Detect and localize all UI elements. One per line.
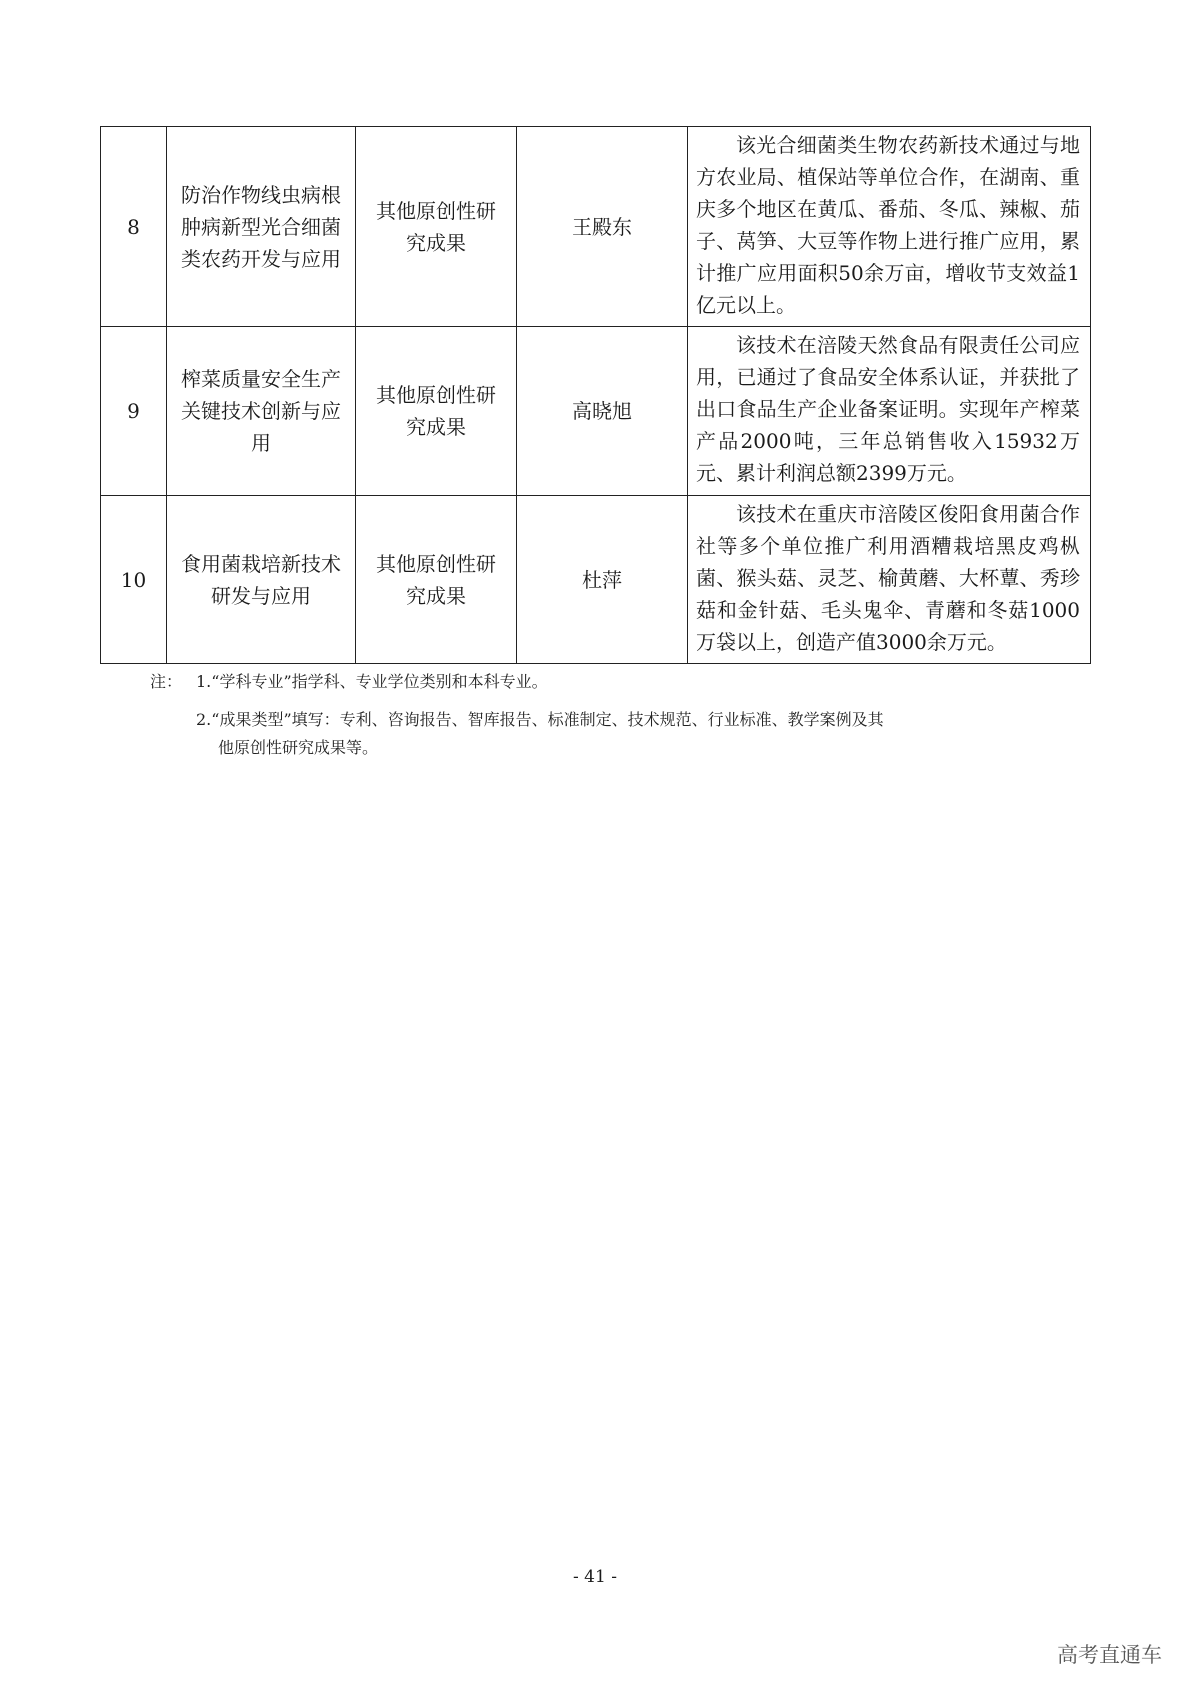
note-2-line-1: 2.“成果类型”填写：专利、咨询报告、智库报告、标准制定、技术规范、行业标准、教学案例及其: [196, 710, 884, 729]
person-name: 杜萍: [517, 496, 688, 664]
note-2-line-2: 他原创性研究成果等。: [218, 738, 379, 757]
achievement-type: 其他原创性研究成果: [356, 327, 517, 496]
note-1: 1.“学科专业”指学科、专业学位类别和本科专业。: [196, 672, 548, 691]
achievement-description: 该技术在涪陵天然食品有限责任公司应用，已通过了食品安全体系认证，并获批了出口食品生产企业备案证明。实现年产榨菜产品2000吨，三年总销售收入15932万元、累计利润总额2399万元。: [688, 327, 1091, 496]
achievement-title: 食用菌栽培新技术研发与应用: [167, 496, 356, 664]
table-row: [101, 496, 1091, 664]
row-number: 10: [101, 496, 167, 664]
notes-label: 注：: [150, 672, 183, 691]
achievement-type: 其他原创性研究成果: [356, 496, 517, 664]
achievement-title: 榨菜质量安全生产关键技术创新与应用: [167, 327, 356, 496]
achievement-description: 该光合细菌类生物农药新技术通过与地方农业局、植保站等单位合作，在湖南、重庆多个地区在黄瓜、番茄、冬瓜、辣椒、茄子、莴笋、大豆等作物上进行推广应用，累计推广应用面积50余万亩，增收节支效益1亿元以上。: [688, 127, 1091, 327]
person-name: 王殿东: [517, 127, 688, 327]
row-number: 8: [101, 127, 167, 327]
note-2: [196, 706, 996, 762]
achievement-title: 防治作物线虫病根肿病新型光合细菌类农药开发与应用: [167, 127, 356, 327]
achievement-type: 其他原创性研究成果: [356, 127, 517, 327]
achievements-table: [100, 126, 1091, 664]
person-name: 高晓旭: [517, 327, 688, 496]
page-number: - 41 -: [573, 1567, 617, 1587]
row-number: 9: [101, 327, 167, 496]
table-row: [101, 327, 1091, 496]
watermark-text: 高考直通车: [1057, 1643, 1162, 1667]
achievement-description: 该技术在重庆市涪陵区俊阳食用菌合作社等多个单位推广利用酒糟栽培黑皮鸡枞菌、猴头菇、灵芝、榆黄蘑、大杯蕈、秀珍菇和金针菇、毛头鬼伞、青蘑和冬菇1000万袋以上，创造产值3000余万元。: [688, 496, 1091, 664]
table-row: [101, 127, 1091, 327]
